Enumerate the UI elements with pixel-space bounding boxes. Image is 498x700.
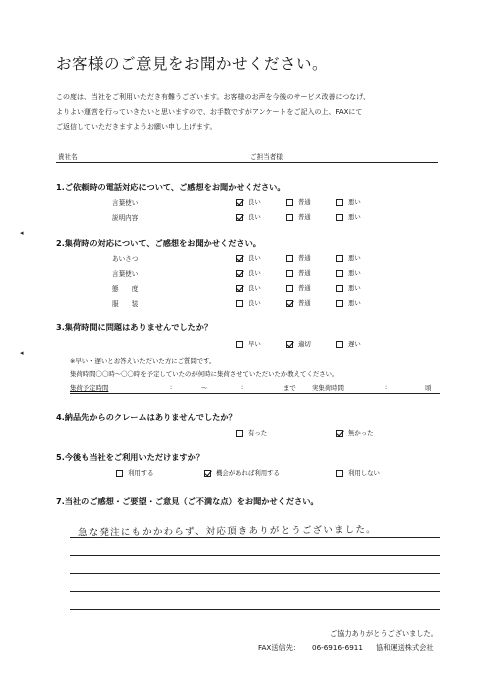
checkbox[interactable] bbox=[236, 300, 243, 307]
checkbox[interactable] bbox=[286, 285, 293, 292]
option-label: 良い bbox=[248, 269, 261, 277]
checkbox[interactable] bbox=[336, 270, 343, 277]
checkbox[interactable] bbox=[336, 300, 343, 307]
checkbox[interactable] bbox=[236, 285, 243, 292]
option-label: 良い bbox=[248, 299, 261, 307]
actual-time-label: 実集荷時間 bbox=[312, 384, 344, 392]
checkbox[interactable] bbox=[336, 214, 343, 221]
option-label: 普通 bbox=[298, 269, 311, 277]
actual-time-colon: : bbox=[385, 383, 388, 391]
option-label: 良い bbox=[248, 284, 261, 292]
actual-time-goro: 頃 bbox=[425, 384, 432, 392]
rating-row-label: 服 装 bbox=[112, 300, 139, 308]
q5-title: 5.今後も当社をご利用いただけますか？ bbox=[56, 452, 204, 462]
answer-line bbox=[70, 555, 440, 556]
checkbox[interactable] bbox=[336, 430, 343, 437]
checkbox[interactable] bbox=[336, 199, 343, 206]
checkbox[interactable] bbox=[336, 285, 343, 292]
checkbox[interactable] bbox=[286, 270, 293, 277]
option-label: 良い bbox=[248, 213, 261, 221]
option-label: 悪い bbox=[348, 254, 361, 262]
option-label: 機会があれば利用する bbox=[216, 469, 280, 477]
q3-note-2: 集荷時間〇〇時～〇〇時を予定していたのが何時に集荷させていただいたか教えてください。 bbox=[70, 370, 339, 378]
person-label: ご担当者様 bbox=[250, 153, 283, 161]
rating-row-label: 言葉使い bbox=[112, 270, 139, 278]
option-label: 悪い bbox=[348, 269, 361, 277]
rating-row-label: 説明内容 bbox=[112, 214, 139, 222]
q7-title: 7.当社のご感想・ご要望・ご意見（ご不満な点）をお聞かせください。 bbox=[56, 496, 319, 506]
option-label: 遅い bbox=[348, 340, 361, 348]
option-label: 早い bbox=[248, 340, 261, 348]
q3-title: 3.集荷時間に問題はありませんでしたか？ bbox=[56, 322, 213, 332]
option-label: 利用しない bbox=[348, 469, 380, 477]
answer-line bbox=[70, 573, 440, 574]
option-label: 普通 bbox=[298, 198, 311, 206]
fax-number: 06-6916-6911 bbox=[312, 643, 363, 652]
answer-line bbox=[70, 591, 440, 592]
option-label: 悪い bbox=[348, 213, 361, 221]
scheduled-time-tilde: ～ bbox=[201, 384, 208, 392]
checkbox[interactable] bbox=[204, 470, 211, 477]
rating-row-label: 言葉使い bbox=[112, 199, 139, 207]
option-label: 有った bbox=[248, 429, 268, 437]
option-label: 悪い bbox=[348, 198, 361, 206]
scheduled-time-made: まで bbox=[283, 384, 296, 392]
option-label: 適切 bbox=[298, 340, 311, 348]
time-underline bbox=[70, 393, 440, 394]
option-label: 普通 bbox=[298, 299, 311, 307]
checkbox[interactable] bbox=[236, 270, 243, 277]
rating-row-label: 態 度 bbox=[112, 285, 139, 293]
scheduled-time-label: 集荷予定時間 bbox=[70, 384, 109, 392]
option-label: 良い bbox=[248, 198, 261, 206]
option-label: 良い bbox=[248, 254, 261, 262]
checkbox[interactable] bbox=[286, 300, 293, 307]
option-label: 利用する bbox=[128, 469, 154, 477]
margin-tick-2: ◂ bbox=[20, 349, 24, 357]
checkbox[interactable] bbox=[236, 430, 243, 437]
checkbox[interactable] bbox=[336, 341, 343, 348]
margin-tick-1: ◂ bbox=[20, 229, 24, 237]
q7-answer-text[interactable]: 急な発注にもかかわらず、対応頂きありがとうございました。 bbox=[77, 524, 377, 539]
q4-title: 4.納品先からのクレームはありませんでしたか？ bbox=[56, 412, 237, 422]
checkbox[interactable] bbox=[236, 255, 243, 262]
checkbox[interactable] bbox=[236, 199, 243, 206]
q2-title: 2.集荷時の対応について、ご感想をお聞かせください。 bbox=[56, 238, 261, 248]
option-label: 悪い bbox=[348, 284, 361, 292]
checkbox[interactable] bbox=[286, 255, 293, 262]
option-label: 普通 bbox=[298, 284, 311, 292]
checkbox[interactable] bbox=[286, 214, 293, 221]
intro-line-2: よりよい運営を行っていきたいと思いますので、お手数ですがアンケートをご記入の上、FAXにて bbox=[56, 108, 363, 116]
checkbox[interactable] bbox=[236, 341, 243, 348]
fax-label: FAX送信先： bbox=[258, 643, 301, 652]
answer-line bbox=[70, 609, 440, 610]
checkbox[interactable] bbox=[116, 470, 123, 477]
option-label: 普通 bbox=[298, 213, 311, 221]
rating-row-label: あいさつ bbox=[112, 255, 139, 263]
intro-line-1: この度は、当社をご利用いただき有難うございます。お客様のお声を今後のサービス改善につなげ、 bbox=[56, 93, 371, 101]
q3-note-1: ※早い・遅いとお答えいただいた方にご質問です。 bbox=[70, 357, 216, 365]
checkbox[interactable] bbox=[336, 470, 343, 477]
thanks-text: ご協力ありがとうございました。 bbox=[330, 629, 438, 638]
q1-title: 1.ご依頼時の電話対応について、ご感想をお聞かせください。 bbox=[56, 182, 286, 192]
company-label: 貴社名 bbox=[58, 153, 78, 161]
answer-line bbox=[70, 537, 440, 538]
checkbox[interactable] bbox=[286, 341, 293, 348]
checkbox[interactable] bbox=[236, 214, 243, 221]
checkbox[interactable] bbox=[286, 199, 293, 206]
checkbox[interactable] bbox=[336, 255, 343, 262]
option-label: 無かった bbox=[348, 429, 374, 437]
company-underline bbox=[56, 162, 438, 163]
option-label: 悪い bbox=[348, 299, 361, 307]
scheduled-time-colon-1: : bbox=[170, 383, 173, 391]
page-title: お客様のご意見をお聞かせください。 bbox=[56, 55, 329, 73]
company-name: 協和運送株式会社 bbox=[376, 643, 434, 652]
scheduled-time-colon-2: : bbox=[241, 383, 244, 391]
option-label: 普通 bbox=[298, 254, 311, 262]
intro-line-3: ご返信していただきますようお願い申し上げます。 bbox=[56, 123, 217, 131]
